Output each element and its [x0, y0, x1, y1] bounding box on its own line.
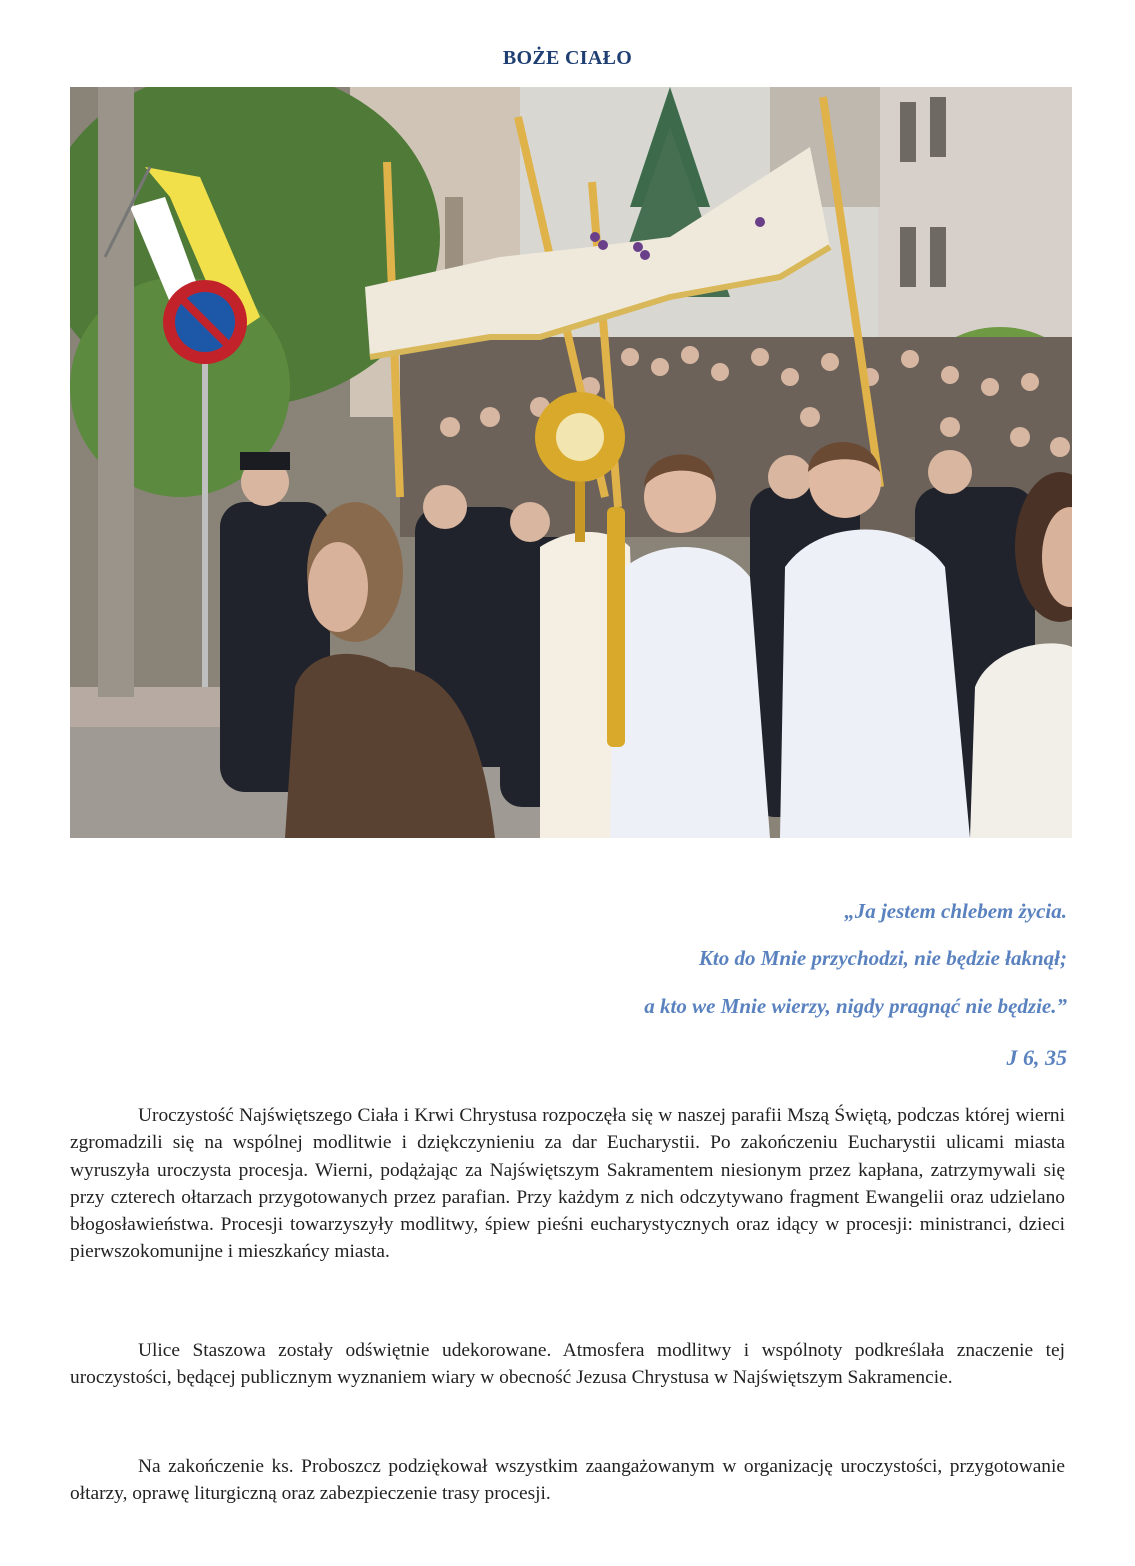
- page-title: BOŻE CIAŁO: [502, 47, 633, 69]
- quote-line-1: „Ja jestem chlebem życia.: [844, 899, 1067, 923]
- body-paragraph-1: Uroczystość Najświętszego Ciała i Krwi Chrystusa rozpoczęła się w naszej parafii Mszą Świętą, podczas której wierni zgromadzili się na wspólnej modlitwie i dziękczynieniu za dar Eucharystii. Po zakończeniu Eucharystii ulicami miasta wyruszyła uroczysta procesja. Wierni, podążając za Najświętszym Sakramentem niesionym przez kapłana, zatrzymywali się przy czterech ołtarzach przygotowanych przez parafian. Przy każdym z nich odczytywano fragment Ewangelii oraz udzielano błogosławieństwa. Procesji towarzyszyły modlitwy, śpiew pieśni eucharystycznych oraz idący w procesji: ministranci, dzieci pierwszokomunijne i mieszkańcy miasta.: [70, 1105, 1065, 1263]
- quote-reference: J 6, 35: [1006, 1045, 1067, 1070]
- procession-photo: [70, 87, 1072, 838]
- quote-line-3: a kto we Mnie wierzy, nigdy pragnąć nie będzie.”: [644, 994, 1067, 1018]
- quote-line-2: Kto do Mnie przychodzi, nie będzie łaknął;: [698, 946, 1067, 970]
- body-paragraph-3: Na zakończenie ks. Proboszcz podziękował wszystkim zaangażowanym w organizację uroczystości, przygotowanie ołtarzy, oprawę liturgiczną oraz zabezpieczenie trasy procesji.: [70, 1456, 1065, 1505]
- body-paragraph-2: Ulice Staszowa zostały odświętnie udekorowane. Atmosfera modlitwy i wspólnoty podkreślała znaczenie tej uroczystości, będącej publicznym wyznaniem wiary w obecność Jezusa Chrystusa w Najświętszym Sakramencie.: [70, 1340, 1065, 1389]
- utility-pole: [98, 87, 134, 697]
